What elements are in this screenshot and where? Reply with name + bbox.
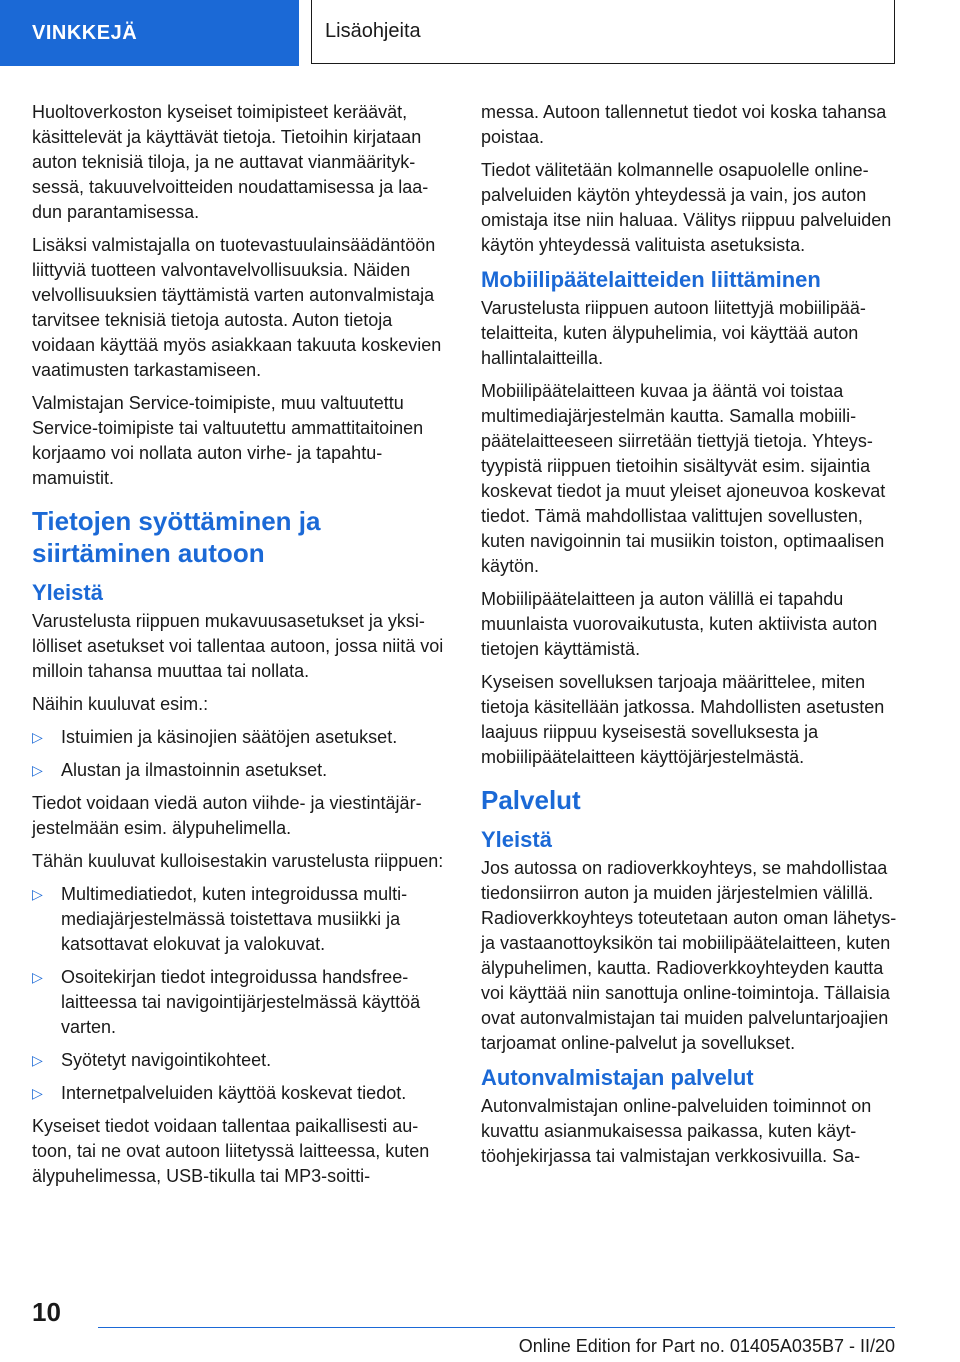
paragraph: Lisäksi valmistajalla on tuotevastuulainsäädäntöön liittyviä tuotteen valvontavelvollisuuksia. Näiden velvollisuuksien täyttämistä varten autonvalmistaja tarvitsee teknisiä tietoja autosta. Auton tietoja voidaan käyttää myös asiakkaan takuuta koskevien vaatimusten tarkastamiseen.: [32, 235, 442, 380]
triangle-bullet-icon: ▷: [32, 1085, 43, 1101]
paragraph: Valmistajan Service-toimipiste, muu valtuutettu Service-toimipiste tai valtuutettu ammattitaitoinen korjaamo voi nollata auton virhe- ja tapahtumamuistit.: [32, 393, 424, 488]
bullet-list: [32, 882, 452, 1106]
paragraph: Näihin kuuluvat esim.:: [32, 694, 209, 714]
list-item: [32, 1081, 452, 1106]
paragraph: Kyseisen sovelluksen tarjoaja määrittelee, miten tietoja käsitellään jatkossa. Mahdollisten asetusten laajuus riippuu kyseisestä sovelluksesta ja mobiilipäätelaitteen käyttöjärjestelmästä.: [481, 672, 885, 767]
page-header: [0, 0, 960, 66]
paragraph: Varustelusta riippuen mukavuusasetukset ja yksilölliset asetukset voi tallentaa autoon, jossa niitä voi milloin tahansa muuttaa tai nollata.: [32, 611, 444, 681]
subsection-heading: Mobiilipäätelaitteiden liittäminen: [481, 267, 821, 292]
list-item: [32, 1048, 452, 1073]
left-column: [32, 100, 452, 1197]
paragraph: Jos autossa on radioverkkoyhteys, se mahdollistaa tiedonsiirron auton ja muiden järjestelmien välillä. Radioverkkoyhteys toteutetaan auton oman lähetys- ja vastaanottoyksikön tai mobiilipäätelaitteen, kuten älypuhelimen, kautta. Radioverkkoyhteyden kautta voi käyttää niin sanottuja online-toimintoja. Tällaisia ovat autonvalmistajan tai muiden palveluntarjoajien tarjoamat online-palvelut ja sovellukset.: [481, 858, 897, 1053]
list-item: [32, 758, 452, 783]
paragraph: Tiedot voidaan viedä auton viihde- ja viestintäjärjestelmään esim. älypuhelimella.: [32, 793, 422, 838]
triangle-bullet-icon: ▷: [32, 1052, 43, 1068]
triangle-bullet-icon: ▷: [32, 969, 43, 985]
list-item: [32, 725, 452, 750]
section-heading: Palvelut: [481, 785, 581, 815]
list-item-text: Alustan ja ilmastoinnin asetukset.: [61, 760, 328, 780]
paragraph: Varustelusta riippuen autoon liitettyjä mobiilipäätelaitteita, kuten älypuhelimia, voi käyttää auton hallintalaitteilla.: [481, 298, 866, 368]
subsection-heading: Yleistä: [32, 580, 103, 605]
footer-divider: [98, 1327, 895, 1328]
triangle-bullet-icon: ▷: [32, 729, 43, 745]
list-item-text: Multimediatiedot, kuten integroidussa multimediajärjestelmässä toistettava musiikki ja katsottavat elokuvat ja valokuvat.: [61, 884, 408, 954]
list-item-text: Osoitekirjan tiedot integroidussa handsfree-laitteessa tai navigointijärjestelmässä käyttöä varten.: [61, 967, 421, 1037]
paragraph: Autonvalmistajan online-palveluiden toiminnot on kuvattu asianmukaisessa paikassa, kuten käyttöohjekirjassa tai valmistajan verkkosivuilla. Sa-: [481, 1096, 872, 1166]
triangle-bullet-icon: ▷: [32, 886, 43, 902]
subsection-heading: Autonvalmistajan palvelut: [481, 1065, 754, 1090]
paragraph: Kyseiset tiedot voidaan tallentaa paikallisesti autoon, tai ne ovat autoon liitetyssä laitteessa, kuten älypuhelimessa, USB-tikulla tai MP3-soitti-: [32, 1116, 430, 1186]
section-tab: VINKKEJÄ: [0, 0, 299, 66]
subsection-heading: Yleistä: [481, 827, 552, 852]
triangle-bullet-icon: ▷: [32, 762, 43, 778]
bullet-list: [32, 725, 452, 783]
section-heading: Tietojen syöttäminen ja siirtäminen autoon: [32, 506, 321, 568]
paragraph: Huoltoverkoston kyseiset toimipisteet keräävät, käsittelevät ja käyttävät tietoja. Tietoihin kirjataan auton teknisiä tiloja, ja ne auttavat vianmäärityksessä, takuuvelvoitteiden noudattamisessa ja laadun parantamisessa.: [32, 102, 429, 222]
edition-note: Online Edition for Part no. 01405A035B7 - II/20: [518, 1336, 895, 1356]
paragraph: Tiedot välitetään kolmannelle osapuolelle online-palveluiden käytön yhteydessä ja vain, jos auton omistaja itse niin haluaa. Välitys riippuu palveluiden käytön yhteydessä valituista asetuksista.: [481, 160, 892, 255]
list-item: [32, 965, 452, 1040]
page-number: 10: [32, 1297, 61, 1327]
paragraph: Tähän kuuluvat kulloisestakin varustelusta riippuen:: [32, 851, 444, 871]
paragraph: Mobiilipäätelaitteen ja auton välillä ei tapahdu muunlaista vuorovaikutusta, kuten aktiivista auton tietojen käyttämistä.: [481, 589, 878, 659]
list-item: [32, 882, 452, 957]
right-column: [481, 100, 901, 1177]
paragraph: Mobiilipäätelaitteen kuvaa ja ääntä voi toistaa multimediajärjestelmän kautta. Samalla mobiilipäätelaitteeseen siirretään tiettyjä tietoja. Yhteystyypistä riippuen tietoihin sisältyvät esim. sijaintia koskevat tiedot ja muut yleiset ajoneuvoa koskevat tiedot. Tämä mahdollistaa valittujen sovellusten, kuten navigoinnin tai musiikin toiston, optimaalisen käytön.: [481, 381, 886, 576]
list-item-text: Istuimien ja käsinojien säätöjen asetukset.: [61, 727, 398, 747]
chapter-tab: Lisäohjeita: [311, 0, 895, 64]
paragraph: messa. Autoon tallennetut tiedot voi koska tahansa poistaa.: [481, 102, 887, 147]
list-item-text: Syötetyt navigointikohteet.: [61, 1050, 272, 1070]
list-item-text: Internetpalveluiden käyttöä koskevat tiedot.: [61, 1083, 407, 1103]
